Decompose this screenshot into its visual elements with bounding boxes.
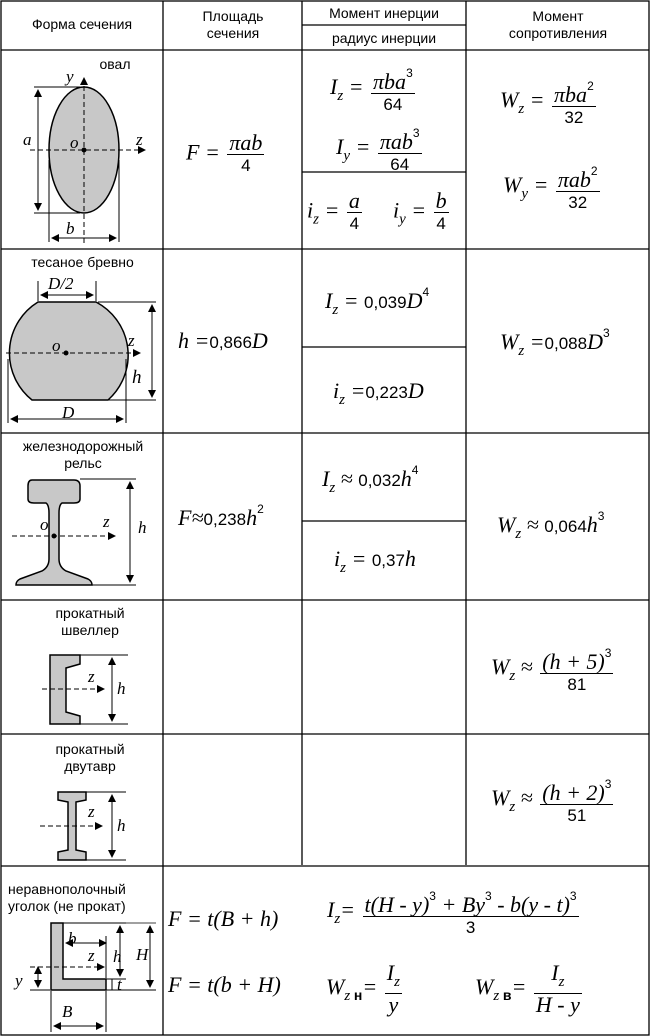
rail-label-z: z bbox=[103, 512, 110, 531]
shape-name-angle: неравнополочный уголок (не прокат) bbox=[8, 881, 126, 914]
rail-Wz: $W_z \approx 0,064h^3$ bbox=[497, 509, 605, 542]
angle-label-b: b bbox=[68, 929, 77, 948]
shape-name-oval: овал bbox=[99, 56, 131, 72]
log-Wz: $W_z =0,088D^3$ bbox=[500, 326, 610, 359]
oval-label-o: o bbox=[70, 133, 79, 152]
header-moment: Момент инерции bbox=[329, 5, 439, 21]
oval-Wz: $W_z$ = $\frac{\pi ba^2}{32}$ bbox=[500, 75, 598, 129]
angle-Wz-lower: $W_{z н}=$ $\frac{I_z}{y}$ bbox=[326, 960, 400, 1017]
oval-Wy: $W_y$ = $\frac{\pi ab^2}{32}$ bbox=[503, 160, 602, 214]
angle-label-z: z bbox=[88, 946, 95, 965]
channel-Wz: $W_z$ ≈ $\frac{(h + 5)^3}{81}$ bbox=[491, 642, 615, 696]
oval-iz: $i_z$ = $\frac{a}{4}$ bbox=[307, 188, 360, 233]
shape-name-log: тесаное бревно bbox=[31, 254, 134, 270]
rail-label-o: o bbox=[40, 515, 49, 534]
oval-Iy: $I_y$ = $\frac{\pi ab^3}{64}$ bbox=[336, 122, 424, 176]
channel-section-diagram bbox=[0, 600, 163, 734]
header-shape: Форма сечения bbox=[31, 16, 133, 32]
oval-label-y: y bbox=[66, 67, 74, 86]
rail-section-diagram bbox=[0, 433, 163, 600]
angle-area-2: F = t(b + H) bbox=[168, 972, 281, 997]
log-label-D: D bbox=[62, 403, 75, 422]
rail-label-h: h bbox=[138, 518, 147, 537]
shape-name-channel: прокатный швеллер bbox=[55, 605, 125, 638]
header-area: Площадь сечения bbox=[202, 8, 264, 41]
header-radius: радиус инерции bbox=[331, 30, 437, 46]
log-label-z: z bbox=[128, 331, 135, 350]
log-area: h =0,866D bbox=[178, 328, 268, 353]
oval-label-b: b bbox=[66, 219, 75, 238]
oval-section-diagram bbox=[0, 50, 163, 249]
oval-area: F = $\frac{\text{πab}}{4}$ bbox=[186, 130, 263, 175]
shape-name-ibeam: прокатный двутавр bbox=[55, 741, 125, 774]
angle-label-h: h bbox=[113, 947, 122, 966]
rail-area: $F\approx 0,238h^2$ bbox=[178, 502, 264, 530]
oval-iy: $i_y$ = $\frac{b}{4}$ bbox=[393, 188, 447, 233]
angle-Iz: $I_z=$ $\frac{t(H - y)^3 + By^3 - b(y - t)^3}{3}$ bbox=[327, 885, 581, 939]
log-label-h: h bbox=[132, 367, 142, 388]
angle-label-H: H bbox=[136, 945, 149, 964]
log-shape bbox=[9, 302, 128, 400]
shape-name-rail: железнодорожный рельс bbox=[22, 438, 144, 471]
oval-Iz: $I_z$ = $\frac{\pi ba^3}{64}$ bbox=[330, 62, 417, 116]
angle-label-y: y bbox=[15, 971, 23, 990]
angle-area-1: F = t(B + h) bbox=[168, 906, 279, 931]
log-label-o: o bbox=[52, 336, 61, 355]
ibeam-section-diagram bbox=[0, 734, 163, 866]
ibeam-label-h: h bbox=[117, 816, 126, 835]
log-Iz: $I_z = 0,039D^4$ bbox=[325, 285, 430, 318]
angle-label-B: B bbox=[62, 1002, 73, 1021]
ibeam-label-z: z bbox=[88, 802, 95, 821]
header-resistance: Момент сопротивления bbox=[508, 8, 608, 41]
rail-Iz: $I_z \approx 0,032h^4$ bbox=[322, 463, 419, 496]
channel-label-z: z bbox=[88, 667, 95, 686]
angle-label-t: t bbox=[117, 975, 122, 994]
ibeam-Wz: $W_z$ ≈ $\frac{(h + 2)^3}{51}$ bbox=[491, 773, 615, 827]
oval-label-z: z bbox=[136, 130, 143, 149]
log-iz: $i_z =0,223D$ bbox=[333, 378, 424, 408]
angle-Wz-upper: $W_{z в}=$ $\frac{I_z}{H - y}$ bbox=[475, 960, 580, 1017]
rail-iz: $i_z = 0,37h$ bbox=[334, 546, 416, 576]
angle-shape bbox=[51, 923, 106, 990]
log-section-diagram bbox=[0, 249, 163, 433]
channel-label-h: h bbox=[117, 679, 126, 698]
rail-shape bbox=[16, 480, 92, 585]
oval-label-a: a bbox=[23, 130, 32, 149]
log-label-top: D/2 bbox=[48, 274, 74, 293]
